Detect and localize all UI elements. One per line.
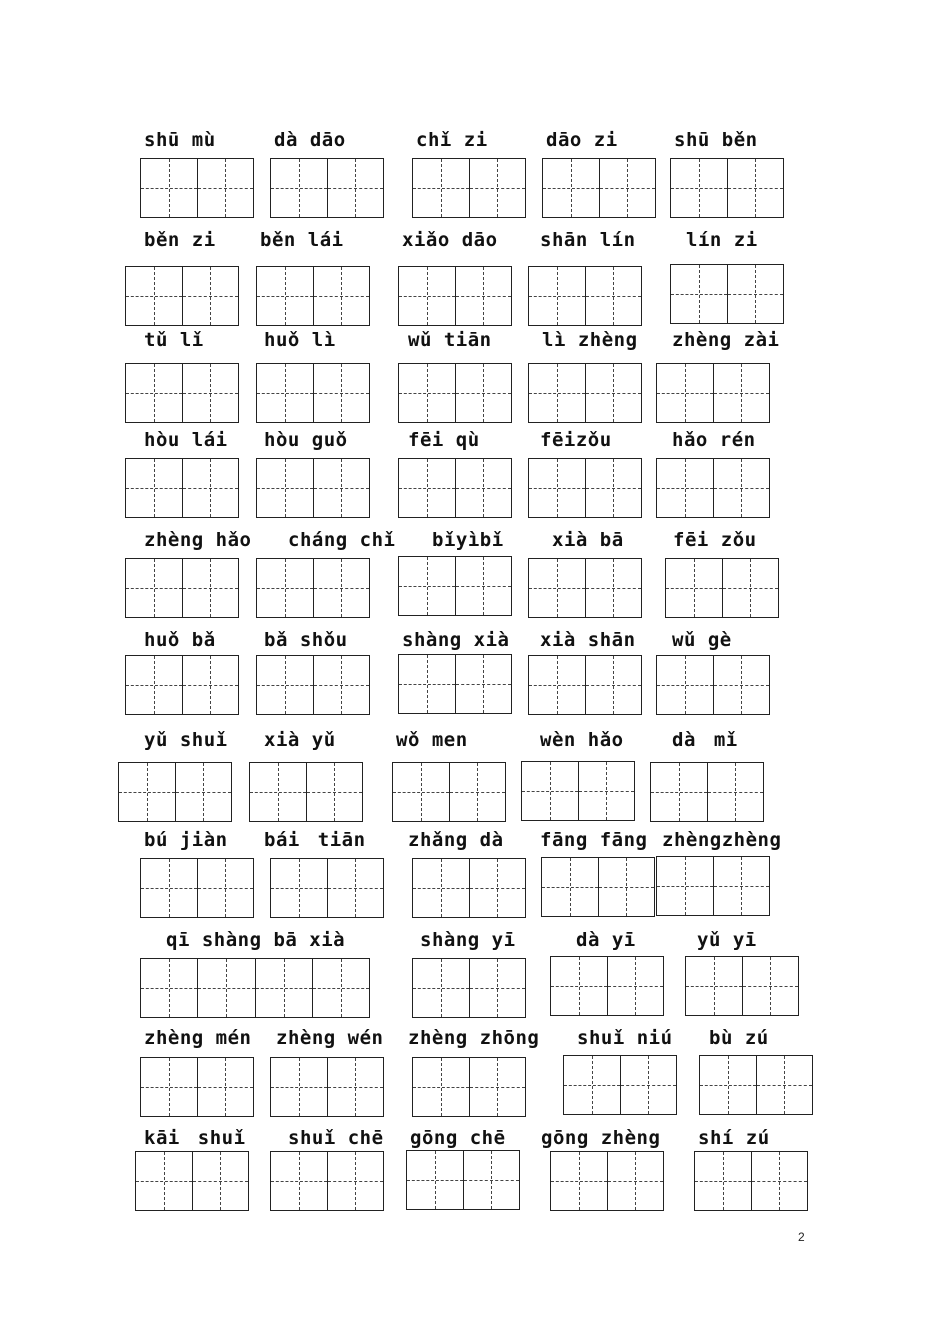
pinyin-label: dà mǐ (672, 729, 738, 751)
pinyin-label: qī shàng bā xià (166, 929, 346, 951)
grid-cell[interactable] (599, 159, 656, 217)
word-item (408, 1026, 540, 1122)
grid-cell[interactable] (141, 1058, 197, 1116)
writing-grid[interactable] (398, 363, 512, 423)
writing-grid[interactable] (125, 558, 239, 618)
writing-grid[interactable] (412, 158, 526, 218)
pinyin-label: fēizǒu (540, 429, 612, 451)
word-item (135, 1126, 255, 1222)
grid-cell[interactable] (313, 364, 370, 422)
grid-cell[interactable] (529, 656, 585, 714)
grid-cell[interactable] (119, 763, 175, 821)
writing-grid[interactable] (398, 458, 512, 518)
grid-cell[interactable] (751, 1152, 808, 1210)
word-item (528, 428, 648, 524)
writing-grid[interactable] (270, 1057, 384, 1117)
writing-grid[interactable] (656, 856, 770, 916)
grid-cell[interactable] (671, 265, 727, 323)
grid-cell[interactable] (271, 1152, 327, 1210)
grid-cell[interactable] (271, 859, 327, 917)
grid-cell[interactable] (529, 267, 585, 325)
word-item (256, 328, 376, 424)
writing-grid[interactable] (140, 1057, 254, 1117)
writing-grid[interactable] (542, 158, 656, 218)
grid-cell[interactable] (722, 559, 779, 617)
pinyin-label: fēi qù (408, 429, 480, 451)
grid-cell[interactable] (327, 1058, 384, 1116)
grid-cell[interactable] (585, 459, 642, 517)
writing-grid[interactable] (135, 1151, 249, 1211)
word-item (118, 728, 238, 824)
word-item (650, 728, 770, 824)
grid-cell[interactable] (313, 559, 370, 617)
pinyin-label: fēi zǒu (673, 529, 757, 551)
writing-grid[interactable] (412, 858, 526, 918)
grid-cell[interactable] (585, 656, 642, 714)
pinyin-label: dāo zi (546, 129, 618, 151)
grid-cell[interactable] (313, 656, 370, 714)
pinyin-label: běn zi (144, 229, 216, 251)
pinyin-label: dà dāo (274, 129, 346, 151)
pinyin-label: bái tiān (264, 829, 366, 851)
pinyin-label: shàng xià (402, 629, 510, 651)
grid-cell[interactable] (469, 1058, 526, 1116)
pinyin-label: bù zú (709, 1027, 769, 1049)
writing-grid[interactable] (412, 1057, 526, 1117)
grid-cell[interactable] (713, 656, 770, 714)
pinyin-label: běn lái (260, 229, 344, 251)
pinyin-label: shān lín (540, 229, 636, 251)
grid-cell[interactable] (657, 364, 713, 422)
pinyin-label: fāng fāng (540, 829, 648, 851)
word-item (256, 528, 396, 624)
pinyin-label: zhèng hǎo (144, 529, 252, 551)
word-item (685, 928, 805, 1024)
grid-cell[interactable] (455, 557, 512, 615)
pinyin-label: hòu lái (144, 429, 228, 451)
word-item (392, 728, 512, 824)
writing-grid[interactable] (685, 956, 799, 1016)
grid-cell[interactable] (713, 857, 770, 915)
writing-grid[interactable] (550, 1151, 664, 1211)
word-item (656, 428, 776, 524)
grid-cell[interactable] (327, 1152, 384, 1210)
word-item (256, 228, 376, 324)
grid-cell[interactable] (529, 364, 585, 422)
pinyin-label: zhèng zhōng (408, 1027, 540, 1049)
word-item (256, 628, 376, 724)
pinyin-label: lín zi (686, 229, 758, 251)
grid-cell[interactable] (327, 859, 384, 917)
grid-cell[interactable] (327, 159, 384, 217)
writing-grid[interactable] (398, 266, 512, 326)
pinyin-label: bǐyìbǐ (432, 529, 504, 551)
grid-cell[interactable] (399, 364, 455, 422)
writing-grid[interactable] (670, 158, 784, 218)
writing-grid[interactable] (256, 458, 370, 518)
grid-cell[interactable] (192, 1152, 249, 1210)
writing-grid[interactable] (270, 1151, 384, 1211)
grid-cell[interactable] (197, 959, 254, 1017)
grid-cell[interactable] (551, 1152, 607, 1210)
pinyin-label: xià shān (540, 629, 636, 651)
grid-cell[interactable] (564, 1056, 620, 1114)
writing-grid[interactable] (699, 1055, 813, 1115)
grid-cell[interactable] (700, 1056, 756, 1114)
grid-cell[interactable] (620, 1056, 677, 1114)
pinyin-label: zhǎng dà (408, 829, 504, 851)
grid-cell[interactable] (695, 1152, 751, 1210)
word-item (550, 928, 670, 1024)
grid-cell[interactable] (399, 655, 455, 713)
pinyin-label: shàng yī (420, 929, 516, 951)
pinyin-label: hòu guǒ (264, 429, 348, 451)
writing-grid[interactable] (249, 762, 363, 822)
word-row (0, 1126, 950, 1222)
word-item (670, 228, 790, 324)
writing-grid[interactable] (670, 264, 784, 324)
grid-cell[interactable] (413, 859, 469, 917)
writing-grid[interactable] (256, 363, 370, 423)
grid-cell[interactable] (529, 459, 585, 517)
grid-cell[interactable] (585, 559, 642, 617)
word-item (406, 1126, 526, 1222)
word-item (656, 828, 782, 924)
pinyin-label: lì zhèng (542, 329, 638, 351)
grid-cell[interactable] (182, 559, 239, 617)
writing-grid[interactable] (665, 558, 779, 618)
word-item (140, 128, 260, 224)
word-item (125, 228, 245, 324)
writing-grid[interactable] (656, 655, 770, 715)
writing-grid[interactable] (528, 363, 642, 423)
grid-cell[interactable] (727, 159, 784, 217)
word-item (256, 428, 376, 524)
grid-cell[interactable] (413, 159, 469, 217)
grid-cell[interactable] (413, 959, 469, 1017)
word-row (0, 228, 950, 324)
page-number: 2 (798, 1230, 805, 1244)
writing-grid[interactable] (656, 363, 770, 423)
grid-cell[interactable] (455, 655, 512, 713)
grid-cell[interactable] (469, 859, 526, 917)
grid-cell[interactable] (255, 959, 312, 1017)
grid-cell[interactable] (607, 957, 664, 1015)
grid-cell[interactable] (551, 957, 607, 1015)
grid-cell[interactable] (141, 859, 197, 917)
grid-cell[interactable] (657, 656, 713, 714)
grid-cell[interactable] (713, 459, 770, 517)
writing-grid[interactable] (140, 858, 254, 918)
grid-cell[interactable] (756, 1056, 813, 1114)
pinyin-label: zhèng mén (144, 1027, 252, 1049)
word-item (270, 128, 390, 224)
word-item (541, 828, 661, 924)
word-row (0, 528, 950, 624)
pinyin-label: gōng zhèng (541, 1127, 661, 1149)
pinyin-label: wǔ tiān (408, 329, 492, 351)
writing-grid[interactable] (256, 266, 370, 326)
writing-grid[interactable] (256, 558, 370, 618)
grid-cell[interactable] (455, 459, 512, 517)
grid-cell[interactable] (126, 559, 182, 617)
word-item (125, 328, 245, 424)
pinyin-label: shū běn (674, 129, 758, 151)
grid-cell[interactable] (449, 763, 506, 821)
writing-grid[interactable] (398, 654, 512, 714)
grid-cell[interactable] (657, 459, 713, 517)
word-row (0, 1026, 950, 1122)
grid-cell[interactable] (469, 159, 526, 217)
word-row (0, 128, 950, 224)
pinyin-label: zhèngzhèng (662, 829, 782, 851)
grid-cell[interactable] (141, 959, 197, 1017)
word-item (528, 628, 648, 724)
pinyin-label: gōng chē (410, 1127, 506, 1149)
grid-cell[interactable] (607, 1152, 664, 1210)
grid-cell[interactable] (313, 459, 370, 517)
grid-cell[interactable] (271, 1058, 327, 1116)
grid-cell[interactable] (257, 267, 313, 325)
word-item (125, 628, 245, 724)
grid-cell[interactable] (399, 459, 455, 517)
word-item (656, 628, 776, 724)
pinyin-label: chǐ zi (416, 129, 488, 151)
pinyin-label: cháng chǐ (288, 529, 396, 551)
pinyin-label: wǔ gè (672, 629, 732, 651)
word-item (542, 128, 662, 224)
pinyin-label: zhèng zài (672, 329, 780, 351)
word-row (0, 628, 950, 724)
word-item (563, 1026, 683, 1122)
grid-cell[interactable] (578, 762, 635, 820)
writing-grid[interactable] (694, 1151, 808, 1211)
grid-cell[interactable] (529, 559, 585, 617)
grid-cell[interactable] (666, 559, 722, 617)
grid-cell[interactable] (727, 265, 784, 323)
word-row (0, 928, 950, 1024)
grid-cell[interactable] (542, 858, 598, 916)
grid-cell[interactable] (126, 267, 182, 325)
grid-cell[interactable] (182, 656, 239, 714)
word-item (398, 228, 518, 324)
grid-cell[interactable] (463, 1151, 520, 1209)
writing-grid[interactable] (650, 762, 764, 822)
word-item (125, 428, 245, 524)
writing-grid[interactable] (392, 762, 506, 822)
word-row (0, 828, 950, 924)
grid-cell[interactable] (126, 364, 182, 422)
pinyin-label: shí zú (698, 1127, 770, 1149)
pinyin-label: wèn hǎo (540, 729, 624, 751)
word-item (670, 128, 790, 224)
pinyin-label: yǔ yī (697, 929, 757, 951)
grid-cell[interactable] (585, 364, 642, 422)
grid-cell[interactable] (257, 364, 313, 422)
pinyin-label: yǔ shuǐ (144, 729, 228, 751)
pinyin-label: kāi shuǐ (144, 1127, 246, 1149)
grid-cell[interactable] (257, 656, 313, 714)
grid-cell[interactable] (313, 267, 370, 325)
writing-grid[interactable] (406, 1150, 520, 1210)
word-item (140, 1026, 260, 1122)
grid-cell[interactable] (312, 959, 369, 1017)
pinyin-label: bǎ shǒu (264, 629, 348, 651)
word-item (270, 1026, 390, 1122)
word-item (694, 1126, 814, 1222)
grid-cell[interactable] (455, 364, 512, 422)
writing-grid[interactable] (125, 363, 239, 423)
word-item (541, 1126, 670, 1222)
writing-grid[interactable] (541, 857, 655, 917)
word-item (412, 928, 532, 1024)
grid-cell[interactable] (598, 858, 655, 916)
grid-cell[interactable] (257, 559, 313, 617)
grid-cell[interactable] (455, 267, 512, 325)
grid-cell[interactable] (399, 557, 455, 615)
grid-cell[interactable] (742, 957, 799, 1015)
writing-grid[interactable] (528, 458, 642, 518)
writing-grid[interactable] (528, 655, 642, 715)
writing-grid[interactable] (270, 158, 384, 218)
word-item (140, 928, 380, 1024)
grid-cell[interactable] (271, 159, 327, 217)
word-item (412, 128, 532, 224)
word-item (140, 828, 260, 924)
word-row (0, 328, 950, 424)
word-item (398, 628, 518, 724)
grid-cell[interactable] (182, 364, 239, 422)
word-item (528, 528, 648, 624)
pinyin-label: xià bā (552, 529, 624, 551)
pinyin-label: tǔ lǐ (144, 329, 204, 351)
writing-grid[interactable] (528, 266, 642, 326)
word-item (699, 1026, 819, 1122)
grid-cell[interactable] (399, 267, 455, 325)
grid-cell[interactable] (141, 159, 197, 217)
pinyin-label: bú jiàn (144, 829, 228, 851)
writing-grid[interactable] (125, 458, 239, 518)
pinyin-label: xià yǔ (264, 729, 336, 751)
pinyin-label: zhèng wén (276, 1027, 384, 1049)
grid-cell[interactable] (126, 459, 182, 517)
grid-cell[interactable] (126, 656, 182, 714)
writing-grid[interactable] (140, 158, 254, 218)
writing-grid[interactable] (118, 762, 232, 822)
writing-grid[interactable] (270, 858, 384, 918)
pinyin-label: shuǐ chē (288, 1127, 384, 1149)
word-row (0, 728, 950, 824)
writing-grid[interactable] (412, 958, 526, 1018)
word-item (398, 328, 518, 424)
grid-cell[interactable] (306, 763, 363, 821)
word-item (408, 828, 532, 924)
grid-cell[interactable] (469, 959, 526, 1017)
grid-cell[interactable] (657, 857, 713, 915)
grid-cell[interactable] (686, 957, 742, 1015)
word-item (656, 328, 780, 424)
pinyin-label: dà yī (576, 929, 636, 951)
pinyin-label: shuǐ niú (577, 1027, 673, 1049)
word-item (528, 228, 648, 324)
word-item (264, 828, 390, 924)
grid-cell[interactable] (182, 459, 239, 517)
writing-grid[interactable] (563, 1055, 677, 1115)
grid-cell[interactable] (197, 159, 254, 217)
grid-cell[interactable] (585, 267, 642, 325)
word-item (398, 528, 518, 624)
grid-cell[interactable] (522, 762, 578, 820)
word-item (249, 728, 369, 824)
pinyin-label: shū mù (144, 129, 216, 151)
writing-grid[interactable] (256, 655, 370, 715)
grid-cell[interactable] (257, 459, 313, 517)
grid-cell[interactable] (197, 859, 254, 917)
word-item (125, 528, 252, 624)
pinyin-label: wǒ men (396, 729, 468, 751)
grid-cell[interactable] (197, 1058, 254, 1116)
grid-cell[interactable] (543, 159, 599, 217)
grid-cell[interactable] (182, 267, 239, 325)
grid-cell[interactable] (250, 763, 306, 821)
grid-cell[interactable] (651, 763, 707, 821)
grid-cell[interactable] (393, 763, 449, 821)
word-item (665, 528, 785, 624)
pinyin-label: hǎo rén (672, 429, 756, 451)
writing-grid[interactable] (125, 655, 239, 715)
writing-grid[interactable] (140, 958, 370, 1018)
writing-grid[interactable] (125, 266, 239, 326)
writing-grid[interactable] (528, 558, 642, 618)
grid-cell[interactable] (413, 1058, 469, 1116)
grid-cell[interactable] (713, 364, 770, 422)
pinyin-label: xiǎo dāo (402, 229, 498, 251)
writing-grid[interactable] (521, 761, 635, 821)
writing-grid[interactable] (398, 556, 512, 616)
writing-grid[interactable] (550, 956, 664, 1016)
writing-grid[interactable] (656, 458, 770, 518)
grid-cell[interactable] (136, 1152, 192, 1210)
pinyin-label: huǒ bǎ (144, 629, 216, 651)
grid-cell[interactable] (175, 763, 232, 821)
word-item (521, 728, 641, 824)
grid-cell[interactable] (407, 1151, 463, 1209)
grid-cell[interactable] (707, 763, 764, 821)
pinyin-label: huǒ lì (264, 329, 336, 351)
word-row (0, 428, 950, 524)
word-item (528, 328, 648, 424)
grid-cell[interactable] (671, 159, 727, 217)
word-item (398, 428, 518, 524)
word-item (270, 1126, 390, 1222)
